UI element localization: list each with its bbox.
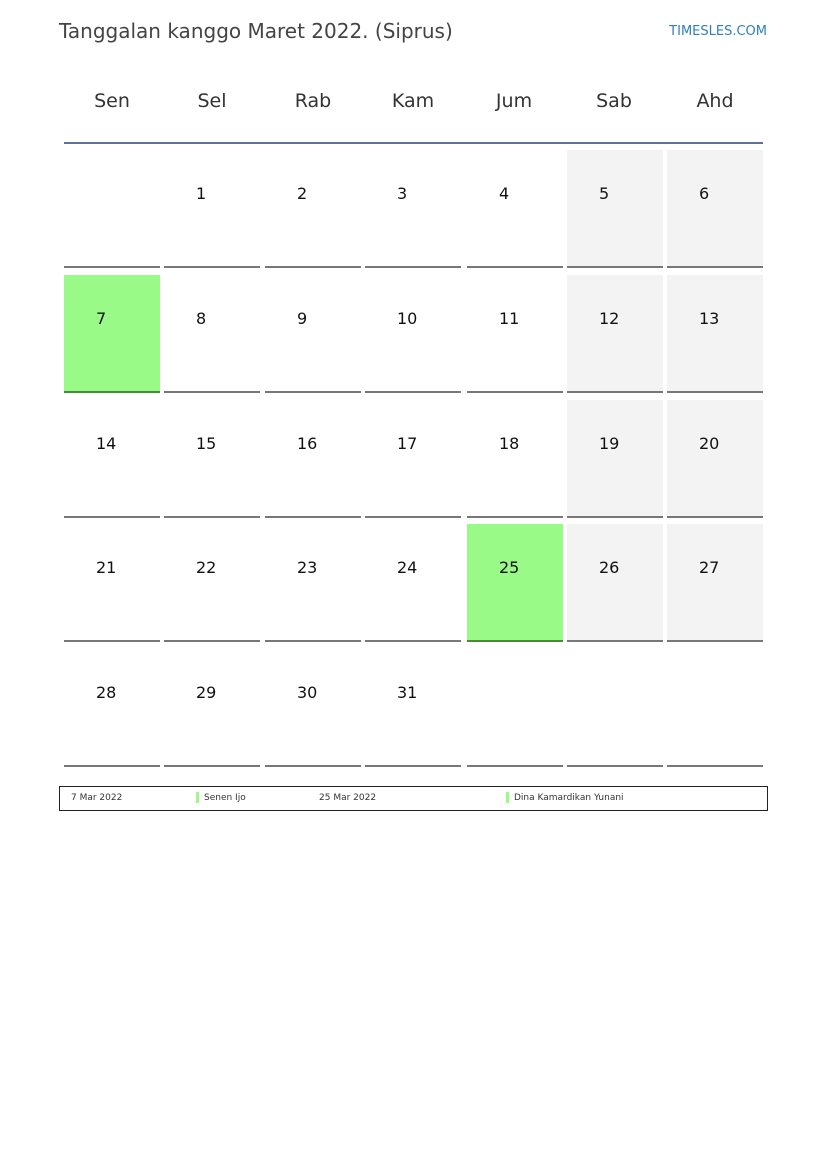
weekday-thu: Kam <box>391 90 435 112</box>
weekend-day-cell <box>667 524 763 642</box>
day-cell <box>64 649 160 767</box>
weekday-sat: Sab <box>596 90 632 112</box>
legend-date-2: 25 Mar 2022 <box>319 793 377 803</box>
weekend-day-cell <box>567 524 663 642</box>
day-number: 7 <box>96 309 107 328</box>
day-number: 31 <box>397 683 418 702</box>
day-number: 15 <box>196 434 217 453</box>
day-cell <box>365 649 461 767</box>
day-cell <box>64 400 160 518</box>
day-number: 27 <box>699 558 720 577</box>
day-cell <box>265 649 361 767</box>
empty-day-cell <box>567 649 663 767</box>
day-number: 26 <box>599 558 620 577</box>
header-rule <box>64 142 763 144</box>
weekend-day-cell <box>567 150 663 268</box>
day-number: 16 <box>297 434 318 453</box>
day-cell <box>265 524 361 642</box>
day-number: 30 <box>297 683 318 702</box>
day-number: 25 <box>499 558 520 577</box>
day-number: 8 <box>196 309 207 328</box>
legend-color-marker-1 <box>196 792 199 803</box>
holiday-day-cell <box>64 275 160 393</box>
day-number: 28 <box>96 683 117 702</box>
day-cell <box>365 150 461 268</box>
day-cell <box>265 400 361 518</box>
legend-color-marker-2 <box>506 792 509 803</box>
day-number: 9 <box>297 309 308 328</box>
legend-date-1: 7 Mar 2022 <box>71 793 123 803</box>
day-cell <box>64 524 160 642</box>
day-number: 17 <box>397 434 418 453</box>
day-number: 18 <box>499 434 520 453</box>
holiday-legend <box>59 786 768 811</box>
weekend-day-cell <box>567 400 663 518</box>
day-cell <box>164 649 260 767</box>
day-cell <box>365 275 461 393</box>
day-cell <box>365 400 461 518</box>
weekend-day-cell <box>567 275 663 393</box>
day-number: 11 <box>499 309 520 328</box>
empty-day-cell <box>467 649 563 767</box>
day-number: 3 <box>397 184 408 203</box>
day-cell <box>164 150 260 268</box>
weekend-day-cell <box>667 275 763 393</box>
day-cell <box>164 524 260 642</box>
day-number: 29 <box>196 683 217 702</box>
day-number: 2 <box>297 184 308 203</box>
day-number: 1 <box>196 184 207 203</box>
weekday-header-row <box>62 90 765 120</box>
day-number: 12 <box>599 309 620 328</box>
day-number: 5 <box>599 184 610 203</box>
day-number: 6 <box>699 184 710 203</box>
day-cell <box>265 150 361 268</box>
legend-name-1: Senen Ijo <box>204 793 246 803</box>
day-number: 13 <box>699 309 720 328</box>
holiday-day-cell <box>467 524 563 642</box>
site-link[interactable]: TIMESLES.COM <box>669 24 767 39</box>
weekend-day-cell <box>667 400 763 518</box>
day-cell <box>164 400 260 518</box>
weekday-fri: Jum <box>495 90 533 112</box>
weekday-mon: Sen <box>94 90 130 112</box>
day-cell <box>467 275 563 393</box>
page-title: Tanggalan kanggo Maret 2022. (Siprus) <box>59 19 453 43</box>
day-number: 10 <box>397 309 418 328</box>
day-cell <box>365 524 461 642</box>
day-cell <box>467 150 563 268</box>
day-number: 14 <box>96 434 117 453</box>
empty-day-cell <box>667 649 763 767</box>
empty-day-cell <box>64 150 160 268</box>
day-cell <box>164 275 260 393</box>
day-number: 4 <box>499 184 510 203</box>
day-number: 24 <box>397 558 418 577</box>
day-number: 19 <box>599 434 620 453</box>
day-number: 21 <box>96 558 117 577</box>
weekday-wed: Rab <box>294 90 332 112</box>
day-number: 20 <box>699 434 720 453</box>
day-number: 22 <box>196 558 217 577</box>
weekend-day-cell <box>667 150 763 268</box>
day-number: 23 <box>297 558 318 577</box>
weekday-tue: Sel <box>197 90 227 112</box>
legend-name-2: Dina Kamardikan Yunani <box>514 793 624 803</box>
weekday-sun: Ahd <box>696 90 734 112</box>
day-cell <box>467 400 563 518</box>
day-cell <box>265 275 361 393</box>
